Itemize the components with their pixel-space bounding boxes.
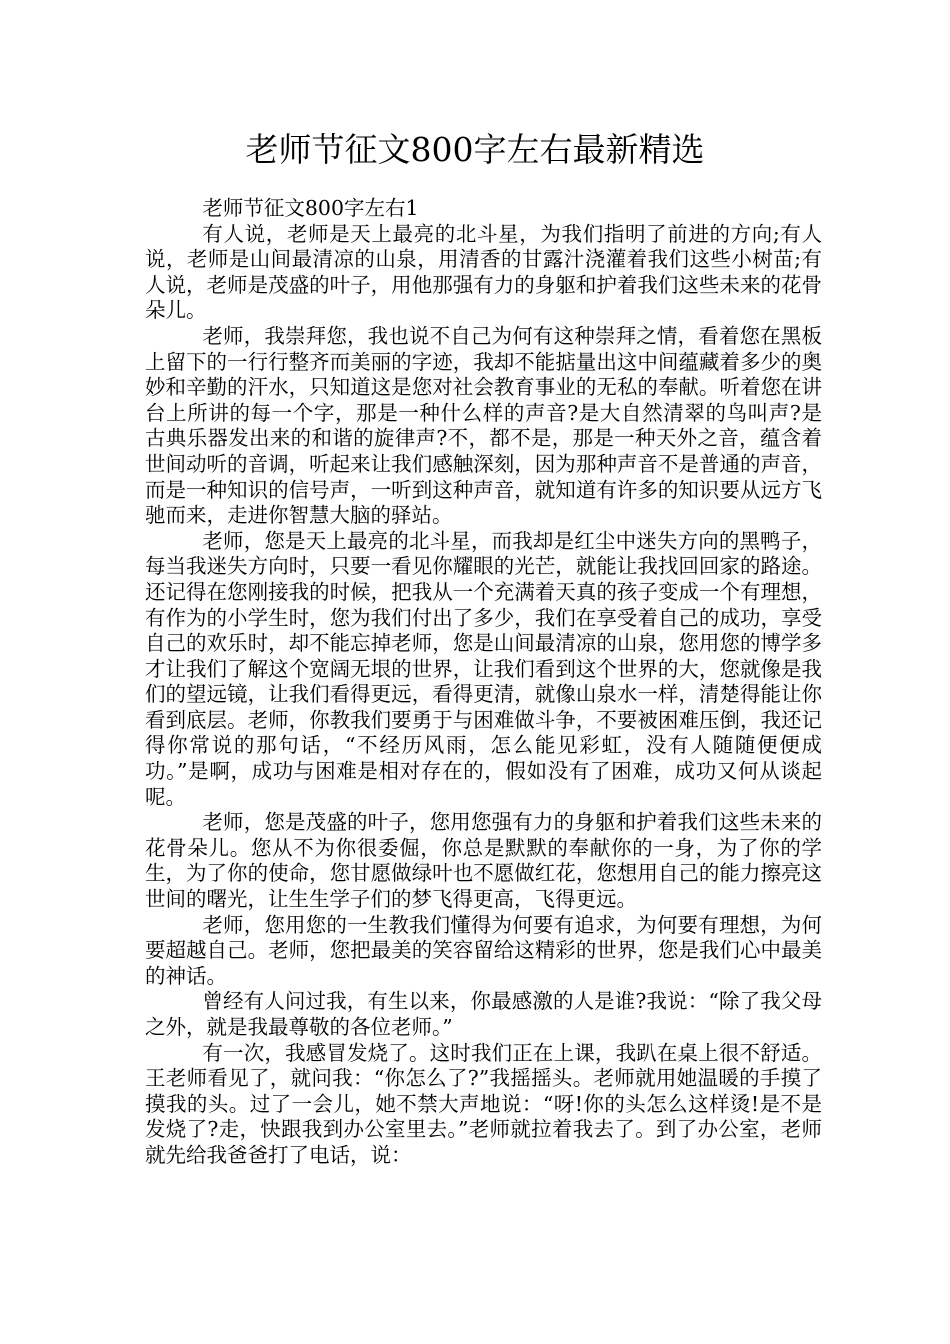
body-paragraph: 老师，我崇拜您，我也说不自己为何有这种崇拜之情，看着您在黑板上留下的一行行整齐而美丽的字迹，我却不能掂量出这中间蕴藏着多少的奥妙和辛勤的汗水，只知道这是您对社会教育事业的无私的奉献。听着您在讲台上所讲的每一个字，那是一种什么样的声音?是大自然清翠的鸟叫声?是古典乐器发出来的和谐的旋律声?不，都不是，那是一种天外之音，蕴含着世间动听的音调，听起来让我们感触深刻，因为那种声音不是普通的声音，而是一种知识的信号声，一听到这种声音，就知道有许多的知识要从远方飞驰而来，走进你智慧大脑的驿站。 bbox=[145, 323, 822, 528]
body-paragraph: 老师，您是天上最亮的北斗星，而我却是红尘中迷失方向的黑鸭子，每当我迷失方向时，只要一看见你耀眼的光芒，就能让我找回回家的路途。还记得在您刚接我的时候，把我从一个充满着天真的孩子变成一个有理想，有作为的小学生时，您为我们付出了多少，我们在享受着自己的成功，享受自己的欢乐时，却不能忘掉老师，您是山间最清凉的山泉，您用您的博学多才让我们了解这个宽阔无垠的世界，让我们看到这个世界的大，您就像是我们的望远镜，让我们看得更远，看得更清，就像山泉水一样，清楚得能让你看到底层。老师，你教我们要勇于与困难做斗争，不要被困难压倒，我还记得你常说的那句话，“不经历风雨，怎么能见彩虹，没有人随随便便成功。”是啊，成功与困难是相对存在的，假如没有了困难，成功又何从谈起呢。 bbox=[145, 528, 822, 809]
body-paragraph: 曾经有人问过我，有生以来，你最感激的人是谁?我说：“除了我父母之外，就是我最尊敬的各位老师。” bbox=[145, 989, 822, 1039]
subtitle-paragraph: 老师节征文800字左右1 bbox=[202, 196, 419, 220]
document-title: 老师节征文800字左右最新精选 bbox=[245, 130, 705, 169]
body-paragraph: 有一次，我感冒发烧了。这时我们正在上课，我趴在桌上很不舒适。王老师看见了，就问我：“你怎么了?”我摇摇头。老师就用她温暖的手摸了摸我的头。过了一会儿，她不禁大声地说：“呀!你的头怎么这样烫!是不是发烧了?走，快跟我到办公室里去。”老师就拉着我去了。到了办公室，老师就先给我爸爸打了电话，说： bbox=[145, 1040, 822, 1167]
body-paragraph: 有人说，老师是天上最亮的北斗星，为我们指明了前进的方向;有人说，老师是山间最清凉的山泉，用清香的甘露汁浇灌着我们这些小树苗;有人说，老师是茂盛的叶子，用他那强有力的身躯和护着我们这些未来的花骨朵儿。 bbox=[145, 221, 822, 323]
document-body bbox=[145, 196, 822, 1169]
body-paragraph: 老师，您用您的一生教我们懂得为何要有追求，为何要有理想，为何要超越自己。老师，您把最美的笑容留给这精彩的世界，您是我们心中最美的神话。 bbox=[145, 912, 822, 988]
body-paragraph: 老师，您是茂盛的叶子，您用您强有力的身躯和护着我们这些未来的花骨朵儿。您从不为你很委倔，你总是默默的奉献你的一身，为了你的学生，为了你的使命，您甘愿做绿叶也不愿做红花，您想用自己的能力擦亮这世间的曙光，让生生学子们的梦飞得更高，飞得更远。 bbox=[145, 810, 822, 912]
